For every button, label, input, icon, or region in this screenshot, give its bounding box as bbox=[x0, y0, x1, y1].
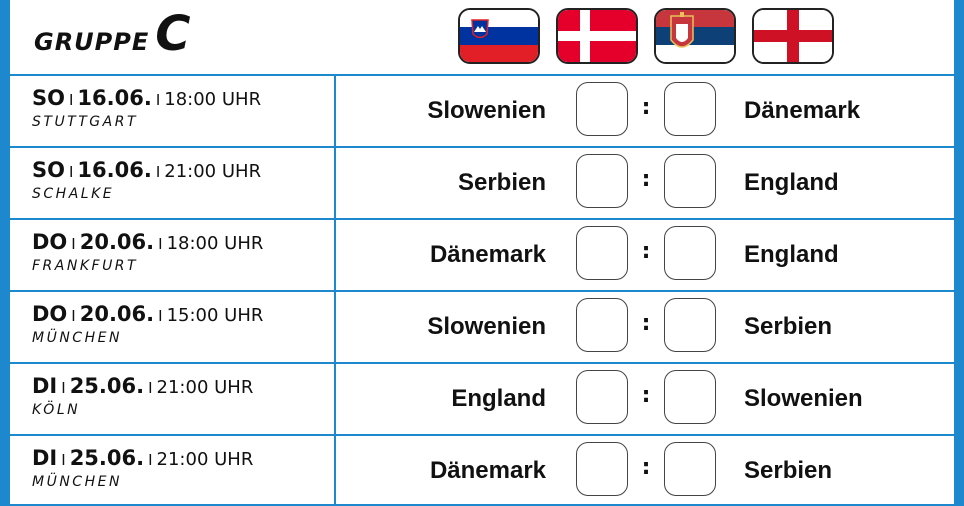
match-row bbox=[10, 76, 954, 148]
away-score-box[interactable] bbox=[664, 82, 716, 136]
score-colon: : bbox=[641, 239, 651, 264]
home-score-box[interactable] bbox=[576, 82, 628, 136]
match-venue: MÜNCHEN bbox=[32, 474, 122, 490]
match-time: 21:00 UHR bbox=[156, 377, 254, 398]
home-team: Slowenien bbox=[427, 97, 546, 124]
score-colon: : bbox=[641, 95, 651, 120]
home-score-box[interactable] bbox=[576, 370, 628, 424]
match-time: 18:00 UHR bbox=[164, 89, 262, 110]
match-info bbox=[10, 364, 336, 434]
match-day: DI bbox=[32, 446, 58, 470]
tip-sheet bbox=[10, 0, 954, 504]
separator: I bbox=[155, 91, 161, 109]
match-date: 25.06. bbox=[69, 374, 145, 398]
match-day: SO bbox=[32, 158, 65, 182]
match-day: DI bbox=[32, 374, 58, 398]
away-team: Serbien bbox=[744, 457, 833, 484]
match-date: 25.06. bbox=[69, 446, 145, 470]
match-time: 18:00 UHR bbox=[166, 233, 264, 254]
group-title-word: GRUPPE bbox=[34, 28, 150, 56]
match-row bbox=[10, 220, 954, 292]
match-info bbox=[10, 148, 336, 218]
score-colon: : bbox=[641, 455, 651, 480]
group-title bbox=[34, 6, 191, 62]
home-team: England bbox=[451, 385, 546, 412]
match-date: 16.06. bbox=[77, 86, 152, 110]
separator: I bbox=[68, 163, 74, 181]
match-venue: MÜNCHEN bbox=[32, 330, 122, 346]
match-time: 21:00 UHR bbox=[156, 449, 254, 470]
match-time: 21:00 UHR bbox=[164, 161, 262, 182]
away-team: England bbox=[744, 241, 839, 268]
separator: I bbox=[61, 451, 66, 469]
away-score-box[interactable] bbox=[664, 370, 716, 424]
match-day: DO bbox=[32, 230, 68, 254]
separator: I bbox=[158, 235, 163, 253]
separator: I bbox=[148, 451, 153, 469]
match-row bbox=[10, 364, 954, 436]
home-score-box[interactable] bbox=[576, 226, 628, 280]
match-venue: KÖLN bbox=[32, 402, 81, 418]
separator: I bbox=[155, 163, 161, 181]
home-team: Slowenien bbox=[427, 313, 546, 340]
score-colon: : bbox=[641, 383, 651, 408]
match-info bbox=[10, 220, 336, 290]
england-flag-icon bbox=[752, 8, 834, 64]
match-row bbox=[10, 292, 954, 364]
home-score-box[interactable] bbox=[576, 154, 628, 208]
home-score-box[interactable] bbox=[576, 298, 628, 352]
denmark-flag-icon bbox=[556, 8, 638, 64]
serbia-flag-icon bbox=[654, 8, 736, 64]
away-team: Slowenien bbox=[744, 385, 863, 412]
score-colon: : bbox=[641, 311, 651, 336]
away-team: England bbox=[744, 169, 839, 196]
away-team: Serbien bbox=[744, 313, 833, 340]
away-score-box[interactable] bbox=[664, 154, 716, 208]
separator: I bbox=[158, 307, 163, 325]
match-venue: SCHALKE bbox=[32, 186, 115, 202]
match-venue: FRANKFURT bbox=[32, 258, 139, 274]
away-team: Dänemark bbox=[744, 97, 861, 124]
match-time: 15:00 UHR bbox=[166, 305, 264, 326]
away-score-box[interactable] bbox=[664, 226, 716, 280]
match-info bbox=[10, 292, 336, 362]
separator: I bbox=[71, 307, 76, 325]
home-team: Serbien bbox=[457, 169, 546, 196]
match-date: 20.06. bbox=[79, 302, 155, 326]
home-team: Dänemark bbox=[429, 241, 546, 268]
match-day: SO bbox=[32, 86, 65, 110]
away-score-box[interactable] bbox=[664, 442, 716, 496]
separator: I bbox=[61, 379, 66, 397]
match-date: 20.06. bbox=[79, 230, 155, 254]
home-team: Dänemark bbox=[429, 457, 546, 484]
away-score-box[interactable] bbox=[664, 298, 716, 352]
match-venue: STUTTGART bbox=[32, 114, 138, 130]
home-score-box[interactable] bbox=[576, 442, 628, 496]
match-row bbox=[10, 436, 954, 504]
slovenia-flag-icon bbox=[458, 8, 540, 64]
score-colon: : bbox=[641, 167, 651, 192]
match-info bbox=[10, 436, 336, 506]
separator: I bbox=[68, 91, 74, 109]
separator: I bbox=[71, 235, 76, 253]
match-date: 16.06. bbox=[77, 158, 152, 182]
group-header bbox=[10, 0, 954, 76]
match-row bbox=[10, 148, 954, 220]
separator: I bbox=[148, 379, 153, 397]
match-day: DO bbox=[32, 302, 68, 326]
match-info bbox=[10, 76, 336, 146]
group-letter: C bbox=[155, 6, 191, 62]
